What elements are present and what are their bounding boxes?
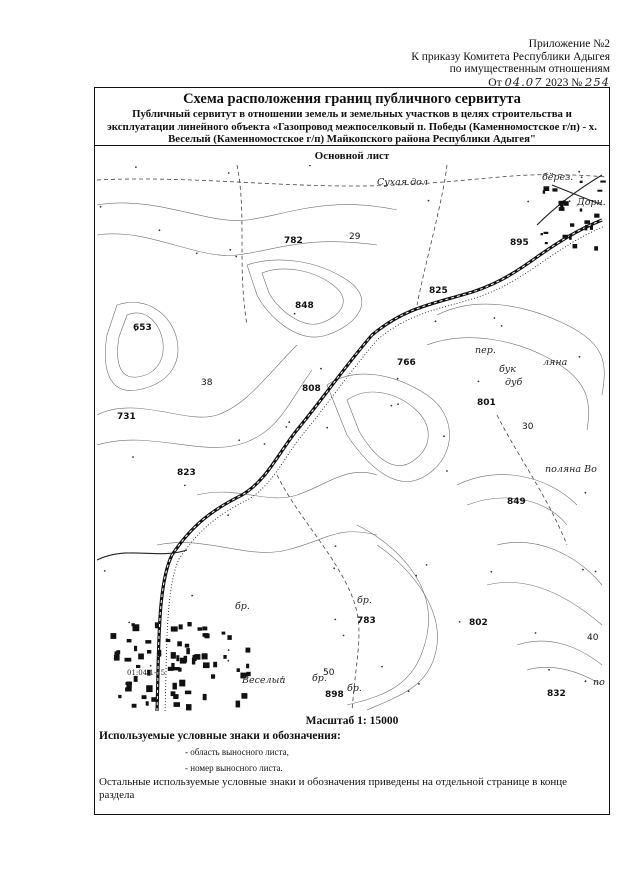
building <box>142 695 147 699</box>
map-canvas <box>97 165 607 711</box>
building <box>174 702 181 707</box>
building <box>563 235 569 238</box>
building <box>186 704 192 710</box>
forest-dot <box>128 622 130 624</box>
area-number-label: 40 <box>587 633 599 643</box>
place-label: пер. <box>475 345 496 356</box>
forest-dot <box>294 313 296 315</box>
date-prefix: От <box>488 76 502 89</box>
scheme-title: Схема расположения границ публичного сервитута <box>183 91 521 107</box>
year-number-label: 2023 № <box>545 76 583 89</box>
building <box>544 232 549 234</box>
building <box>211 674 215 678</box>
forest-dot <box>428 200 430 202</box>
handwritten-date: 04.07 <box>504 74 543 89</box>
forest-dot <box>184 485 186 487</box>
forest-dot <box>501 325 503 327</box>
building <box>202 653 208 659</box>
appendix-line-2: К приказу Комитета Республики Адыгея <box>411 50 610 63</box>
building <box>146 701 149 705</box>
building <box>132 704 137 708</box>
map-scale: Масштаб 1: 15000 <box>305 715 399 727</box>
building <box>202 627 207 631</box>
forest-dot <box>435 320 437 322</box>
building <box>173 667 180 670</box>
building <box>145 640 151 644</box>
building <box>180 658 187 664</box>
forest-dot <box>585 492 587 494</box>
cadastral-label: 01:04:1-15 <box>127 669 166 677</box>
elevation-label: 766 <box>397 358 416 368</box>
topographic-map <box>97 165 607 711</box>
building <box>132 623 135 626</box>
building <box>136 665 140 668</box>
building <box>569 236 572 240</box>
forest-dot <box>191 595 193 597</box>
area-number-label: 50 <box>323 668 335 678</box>
forest-dot <box>408 690 410 692</box>
forest-dot <box>159 229 161 231</box>
legend-item-area-label: - область выносного листа, <box>185 747 289 757</box>
legend-title: Используемые условные знаки и обозначения: <box>99 730 341 742</box>
forest-dot <box>320 368 322 370</box>
building <box>173 683 177 690</box>
settlement-veselyi-buildings <box>111 622 251 710</box>
building <box>600 181 606 183</box>
forest-dot <box>343 635 345 637</box>
building <box>545 242 548 244</box>
elevation-label: 801 <box>477 398 496 408</box>
building <box>236 701 241 708</box>
elevation-label: 731 <box>117 412 136 422</box>
forest-dot <box>527 201 529 203</box>
building <box>192 658 195 665</box>
appendix-block <box>411 38 610 89</box>
building <box>111 633 117 639</box>
handwritten-number: 254 <box>585 74 610 89</box>
building <box>203 694 207 700</box>
place-label: бук <box>499 364 516 375</box>
forest-dot <box>415 575 417 577</box>
forest-dot <box>326 427 328 429</box>
elevation-label: 808 <box>302 384 321 394</box>
place-label: бр. <box>357 595 372 606</box>
forest-dot <box>443 435 445 437</box>
forest-dot <box>228 649 230 651</box>
forest-dot <box>578 171 580 173</box>
building <box>198 627 203 630</box>
building <box>203 662 210 668</box>
sheet-label: Основной лист <box>314 150 390 162</box>
building <box>115 651 120 658</box>
area-number-label: 38 <box>201 378 213 388</box>
forest-dot <box>478 381 480 383</box>
forest-dot <box>288 421 290 423</box>
building <box>118 695 121 698</box>
building <box>570 223 574 227</box>
building <box>544 186 550 191</box>
building <box>147 650 151 654</box>
place-label: дуб <box>505 377 523 388</box>
forest-dot <box>150 665 152 667</box>
forest-dot <box>581 177 583 179</box>
forest-dot <box>235 256 237 258</box>
building <box>171 626 178 631</box>
building <box>594 214 599 218</box>
forest-dot <box>569 200 571 202</box>
building <box>187 622 191 626</box>
place-label: Сухая дол <box>377 177 428 188</box>
forest-dot <box>418 683 420 685</box>
building <box>125 658 132 662</box>
building <box>584 220 590 224</box>
settlement-north-buildings <box>541 181 606 251</box>
building <box>241 693 247 699</box>
elevation-label: 898 <box>325 690 344 700</box>
building <box>138 654 144 660</box>
building <box>171 652 176 659</box>
building <box>155 622 158 628</box>
building <box>185 691 191 695</box>
building <box>146 685 152 692</box>
elevation-label: 802 <box>469 618 488 628</box>
forest-dot <box>135 166 137 168</box>
map-labels <box>117 232 599 700</box>
building <box>158 650 161 657</box>
forest-dot <box>381 666 383 668</box>
forest-dot <box>227 514 229 516</box>
place-label: Дорн. <box>577 197 606 208</box>
building <box>580 181 583 183</box>
scheme-frame <box>94 87 610 815</box>
elevation-label: 823 <box>177 468 196 478</box>
forest-dot <box>426 564 428 566</box>
building <box>246 664 249 669</box>
area-number-label: 29 <box>349 232 361 242</box>
building <box>594 246 598 250</box>
forest-dot <box>490 571 492 573</box>
forest-dot <box>191 528 193 530</box>
building <box>227 635 231 640</box>
place-label: бёрез. <box>542 172 574 183</box>
appendix-line-1: Приложение №2 <box>528 38 610 50</box>
forest-dot <box>238 439 240 441</box>
place-label: по <box>593 677 605 688</box>
scheme-header <box>95 88 609 146</box>
building <box>179 680 185 687</box>
building <box>590 226 593 230</box>
building <box>186 648 190 654</box>
building <box>185 644 189 648</box>
elevation-label: 825 <box>429 286 448 296</box>
forest-dot <box>334 619 336 621</box>
appendix-line-3: по имущественным отношениям <box>449 63 610 75</box>
forest-dot <box>264 443 266 445</box>
place-label: поляна Во <box>545 464 597 475</box>
forest-dot <box>459 621 461 623</box>
forest-dot <box>595 571 597 573</box>
forest-dot <box>333 567 335 569</box>
building <box>580 208 582 211</box>
building <box>151 697 156 702</box>
forest-dot <box>582 569 584 571</box>
elevation-label: 895 <box>510 238 529 248</box>
legend-note: Остальные используемые условные знаки и обозначения приведены на отдельной странице в конце раздела <box>99 776 568 801</box>
elevation-label: 848 <box>295 301 314 311</box>
forest-dot <box>227 660 229 662</box>
place-label: ляна <box>543 357 568 368</box>
building <box>127 639 132 642</box>
forest-dot <box>548 669 550 671</box>
forest-dot <box>397 403 399 405</box>
forest-dot <box>585 680 587 682</box>
forest-dot <box>157 660 159 662</box>
building <box>203 633 209 637</box>
building <box>126 682 131 689</box>
forest-dot <box>335 545 337 547</box>
building <box>541 233 544 235</box>
forest-dot <box>100 206 102 208</box>
contour-lines <box>97 203 604 710</box>
building <box>168 667 174 671</box>
building <box>177 641 182 646</box>
building <box>134 646 137 651</box>
forest-dot <box>391 405 393 407</box>
building <box>176 655 179 661</box>
building <box>585 227 588 230</box>
forest-dot <box>228 172 230 174</box>
building <box>552 188 557 191</box>
building <box>237 668 240 672</box>
building <box>213 662 217 668</box>
forest-dot <box>446 470 448 472</box>
gas-pipeline-route <box>157 220 605 711</box>
forest-dot <box>397 378 399 380</box>
elevation-label: 832 <box>547 689 566 699</box>
forest-dot <box>535 632 537 634</box>
forest-dot <box>494 317 496 319</box>
elevation-label: 653 <box>133 323 152 333</box>
place-label: бр. <box>235 601 250 612</box>
building <box>179 624 183 629</box>
forest-dot <box>309 165 311 166</box>
forest-dot <box>229 249 231 251</box>
legend-item-number <box>185 763 283 773</box>
scheme-subtitle: Публичный сервитут в отношении земель и земельных участков в целях строительства и эксплуатации линейного объекта «Газопровод межпоселковый п. Победы (Каменномостское г/п) - х. Веселый (Каменномостское г/п) Майкопского района Республики Адыгея" <box>107 108 597 145</box>
forest-dot <box>196 252 198 254</box>
place-label: Веселый <box>242 675 286 686</box>
building <box>246 648 251 653</box>
building <box>222 632 226 635</box>
legend-item-area <box>185 747 289 757</box>
building <box>597 190 602 192</box>
building <box>166 639 171 642</box>
place-label: бр. <box>347 683 362 694</box>
building <box>573 244 578 248</box>
forest-dot <box>579 356 581 358</box>
elevation-label: 782 <box>284 236 303 246</box>
legend-item-number-label: - номер выносного листа. <box>185 763 283 773</box>
elevation-label: 849 <box>507 497 526 507</box>
building <box>563 200 566 204</box>
building <box>223 655 226 659</box>
forest-dot <box>286 426 288 428</box>
elevation-label: 783 <box>357 616 376 626</box>
forest-dot <box>132 456 134 458</box>
building <box>560 204 563 208</box>
place-label: бр. <box>312 673 327 684</box>
building <box>173 694 178 699</box>
forest-dot <box>104 570 106 572</box>
area-number-label: 30 <box>522 422 534 432</box>
